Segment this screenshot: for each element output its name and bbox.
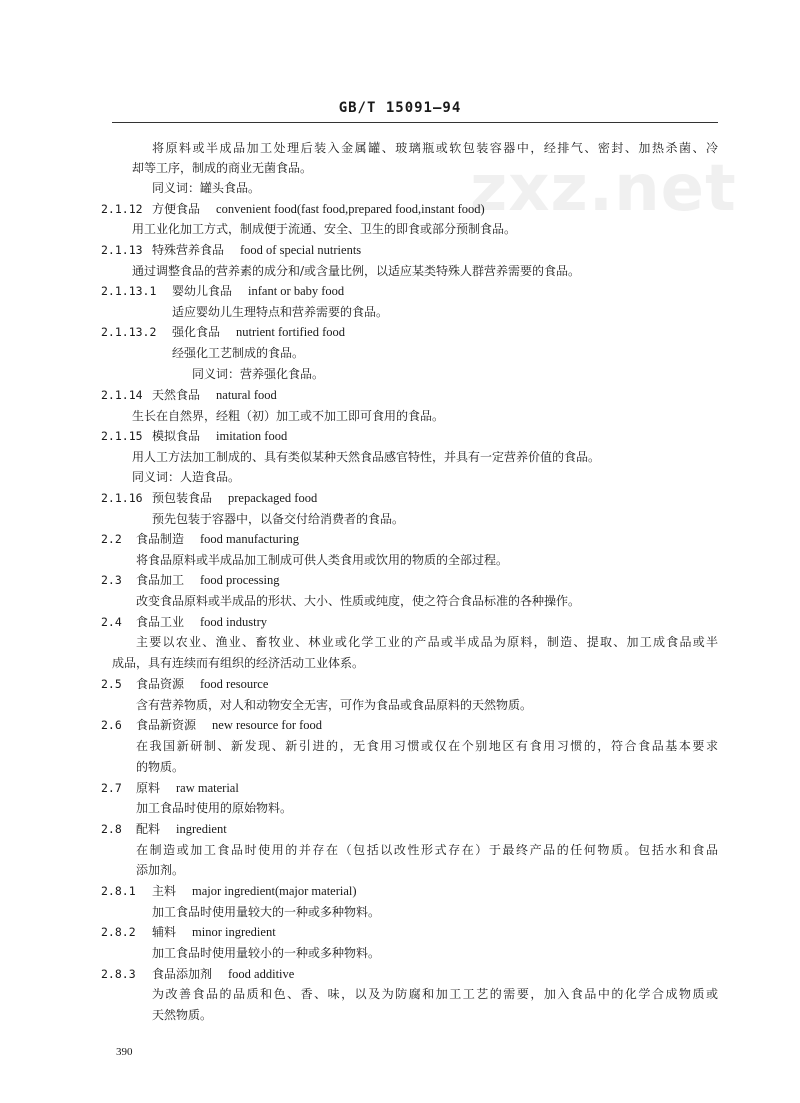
term-zh: 预包装食品: [152, 491, 213, 505]
clause-heading: [152, 428, 287, 444]
term-zh: 主料: [152, 884, 177, 898]
clause-number: 2.1.13.2: [101, 325, 157, 339]
term-en: new resource for food: [212, 718, 323, 732]
clause-number: 2.8.2: [101, 925, 136, 939]
term-en: food industry: [200, 615, 268, 629]
term-zh: 特殊营养食品: [152, 243, 225, 257]
clause-heading: [152, 883, 357, 899]
definition-line: 经强化工艺制成的食品。: [172, 346, 305, 360]
term-en: imitation food: [216, 429, 288, 443]
definition-line: 生长在自然界，经粗（初）加工或不加工即可食用的食品。: [132, 409, 445, 423]
definition-line: 加工食品时使用量较小的一种或多种物料。: [152, 946, 381, 960]
definition-line: 在我国新研制、新发现、新引进的，无食用习惯或仅在个别地区有食用习惯的，符合食品基本要求: [136, 739, 718, 753]
term-zh: 食品加工: [136, 573, 185, 587]
clause-heading: [152, 966, 294, 982]
clause-number: 2.8.3: [101, 967, 136, 981]
term-zh: 方便食品: [152, 202, 201, 216]
definition-line: 适应婴幼儿生理特点和营养需要的食品。: [172, 305, 389, 319]
clause-number: 2.7: [101, 781, 122, 795]
term-en: major ingredient(major material): [192, 884, 357, 898]
term-en: food of special nutrients: [240, 243, 362, 257]
clause-number: 2.8: [101, 822, 122, 836]
definition-line: 加工食品时使用的原始物料。: [136, 801, 293, 815]
term-en: convenient food(fast food,prepared food,instant food): [216, 202, 485, 216]
clause-heading: [136, 717, 322, 733]
definition-line: 通过调整食品的营养素的成分和/或含量比例，以适应某类特殊人群营养需要的食品。: [132, 264, 581, 278]
definition-line: 将食品原料或半成品加工制成可供人类食用或饮用的物质的全部过程。: [136, 553, 509, 567]
term-zh: 辅料: [152, 925, 177, 939]
definition-line: 加工食品时使用量较大的一种或多种物料。: [152, 905, 381, 919]
clause-number: 2.1.14: [101, 388, 143, 402]
header-rule: [112, 122, 718, 123]
clause-number: 2.4: [101, 615, 122, 629]
clause-number: 2.6: [101, 718, 122, 732]
clause-heading: [152, 242, 361, 258]
term-en: food processing: [200, 573, 280, 587]
clause-number: 2.2: [101, 532, 122, 546]
clause-heading: [136, 572, 280, 588]
definition-line: 在制造或加工食品时使用的并存在（包括以改性形式存在）于最终产品的任何物质。包括水和食品: [136, 843, 718, 857]
term-en: food manufacturing: [200, 532, 299, 546]
clause-number: 2.1.16: [101, 491, 143, 505]
clause-heading: [136, 780, 239, 796]
term-zh: 模拟食品: [152, 429, 201, 443]
definition-line: 成品，具有连续而有组织的经济活动工业体系。: [112, 656, 365, 670]
clause-heading: [136, 531, 299, 547]
term-en: minor ingredient: [192, 925, 276, 939]
clause-heading: [152, 490, 317, 506]
page-number: 390: [116, 1046, 133, 1058]
term-en: food additive: [228, 967, 295, 981]
term-en: raw material: [176, 781, 239, 795]
term-en: ingredient: [176, 822, 227, 836]
term-en: prepackaged food: [228, 491, 318, 505]
term-zh: 食品添加剂: [152, 967, 213, 981]
term-zh: 婴幼儿食品: [172, 284, 233, 298]
term-zh: 原料: [136, 781, 161, 795]
term-zh: 食品资源: [136, 677, 185, 691]
definition-line: 改变食品原料或半成品的形状、大小、性质或纯度，使之符合食品标准的各种操作。: [136, 594, 581, 608]
clause-heading: [136, 614, 267, 630]
watermark: zxz.net: [470, 152, 737, 226]
clause-heading: [152, 201, 485, 217]
definition-line: 用工业化加工方式，制成便于流通、安全、卫生的即食或部分预制食品。: [132, 222, 517, 236]
definition-line: 预先包装于容器中，以备交付给消费者的食品。: [152, 512, 405, 526]
definition-line: 的物质。: [136, 760, 185, 774]
clause-number: 2.1.13.1: [101, 284, 157, 298]
clause-number: 2.1.12: [101, 202, 143, 216]
term-en: infant or baby food: [248, 284, 345, 298]
clause-number: 2.1.15: [101, 429, 143, 443]
clause-heading: [136, 821, 227, 837]
clause-heading: [152, 924, 276, 940]
definition-line: 含有营养物质，对人和动物安全无害，可作为食品或食品原料的天然物质。: [136, 698, 533, 712]
synonym-line: 同义词：罐头食品。: [152, 181, 261, 195]
term-en: food resource: [200, 677, 269, 691]
definition-line: 用人工方法加工制成的、具有类似某种天然食品感官特性，并具有一定营养价值的食品。: [132, 450, 601, 464]
synonym-line: 同义词：人造食品。: [132, 470, 241, 484]
definition-line: 为改善食品的品质和色、香、味，以及为防腐和加工工艺的需要，加入食品中的化学合成物质或: [152, 987, 718, 1001]
clause-heading: [172, 324, 345, 340]
definition-line: 添加剂。: [136, 863, 185, 877]
clause-number: 2.8.1: [101, 884, 136, 898]
term-zh: 强化食品: [172, 325, 221, 339]
definition-line: 天然物质。: [152, 1008, 213, 1022]
clause-number: 2.1.13: [101, 243, 143, 257]
clause-heading: [136, 676, 268, 692]
term-zh: 配料: [136, 822, 161, 836]
clause-number: 2.3: [101, 573, 122, 587]
standard-number-header: GB/T 15091—94: [338, 100, 462, 116]
term-en: nutrient fortified food: [236, 325, 346, 339]
term-zh: 天然食品: [152, 388, 201, 402]
clause-heading: [152, 387, 277, 403]
clause-number: 2.5: [101, 677, 122, 691]
definition-line: 主要以农业、渔业、畜牧业、林业或化学工业的产品或半成品为原料，制造、提取、加工成食品或半: [136, 635, 718, 649]
term-en: natural food: [216, 388, 277, 402]
term-zh: 食品工业: [136, 615, 185, 629]
clause-heading: [172, 283, 344, 299]
body-text-line: 却等工序，制成的商业无菌食品。: [132, 161, 313, 175]
synonym-line: 同义词：营养强化食品。: [192, 367, 325, 381]
body-text-line: 将原料或半成品加工处理后装入金属罐、玻璃瓶或软包装容器中，经排气、密封、加热杀菌、冷: [152, 141, 718, 155]
term-zh: 食品新资源: [136, 718, 197, 732]
term-zh: 食品制造: [136, 532, 185, 546]
